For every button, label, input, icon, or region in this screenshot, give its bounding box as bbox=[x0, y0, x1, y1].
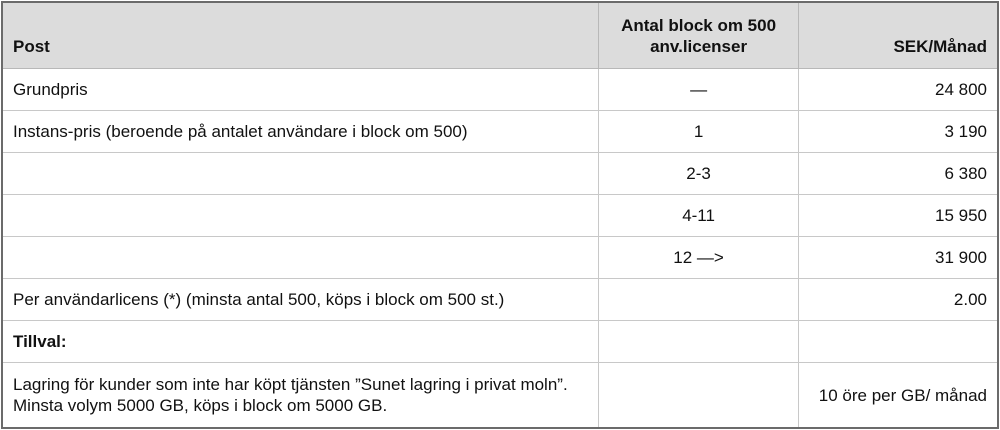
header-price: SEK/Månad bbox=[799, 3, 998, 69]
pricing-table bbox=[2, 2, 998, 428]
cell-price: 3 190 bbox=[799, 111, 998, 153]
cell-price: 24 800 bbox=[799, 69, 998, 111]
cell-post bbox=[3, 195, 599, 237]
cell-block-count bbox=[598, 363, 799, 428]
cell-price: 10 öre per GB/ månad bbox=[799, 363, 998, 428]
cell-price: 6 380 bbox=[799, 153, 998, 195]
cell-block-count: 1 bbox=[598, 111, 799, 153]
cell-block-count: 4-11 bbox=[598, 195, 799, 237]
cell-block-count: 2-3 bbox=[598, 153, 799, 195]
cell-post: Instans-pris (beroende på antalet användare i block om 500) bbox=[3, 111, 599, 153]
cell-post: Grundpris bbox=[3, 69, 599, 111]
cell-price: 2.00 bbox=[799, 279, 998, 321]
cell-block-count: — bbox=[598, 69, 799, 111]
cell-post bbox=[3, 237, 599, 279]
cell-post bbox=[3, 153, 599, 195]
cell-block-count: 12 —> bbox=[598, 237, 799, 279]
table-row bbox=[3, 69, 998, 111]
header-block-count: Antal block om 500 anv.licenser bbox=[598, 3, 799, 69]
cell-price bbox=[799, 321, 998, 363]
table-row bbox=[3, 279, 998, 321]
cell-block-count bbox=[598, 321, 799, 363]
cell-price: 15 950 bbox=[799, 195, 998, 237]
table-row bbox=[3, 153, 998, 195]
table-row bbox=[3, 237, 998, 279]
table-row bbox=[3, 111, 998, 153]
cell-block-count bbox=[598, 279, 799, 321]
table-header-row bbox=[3, 3, 998, 69]
table-row bbox=[3, 195, 998, 237]
table-row bbox=[3, 363, 998, 428]
cell-post: Per användarlicens (*) (minsta antal 500, köps i block om 500 st.) bbox=[3, 279, 599, 321]
header-post: Post bbox=[3, 3, 599, 69]
cell-post: Lagring för kunder som inte har köpt tjänsten ”Sunet lagring i privat moln”. Minsta volym 5000 GB, köps i block om 5000 GB. bbox=[3, 363, 599, 428]
cell-section-label: Tillval: bbox=[3, 321, 599, 363]
table-row-section bbox=[3, 321, 998, 363]
cell-price: 31 900 bbox=[799, 237, 998, 279]
